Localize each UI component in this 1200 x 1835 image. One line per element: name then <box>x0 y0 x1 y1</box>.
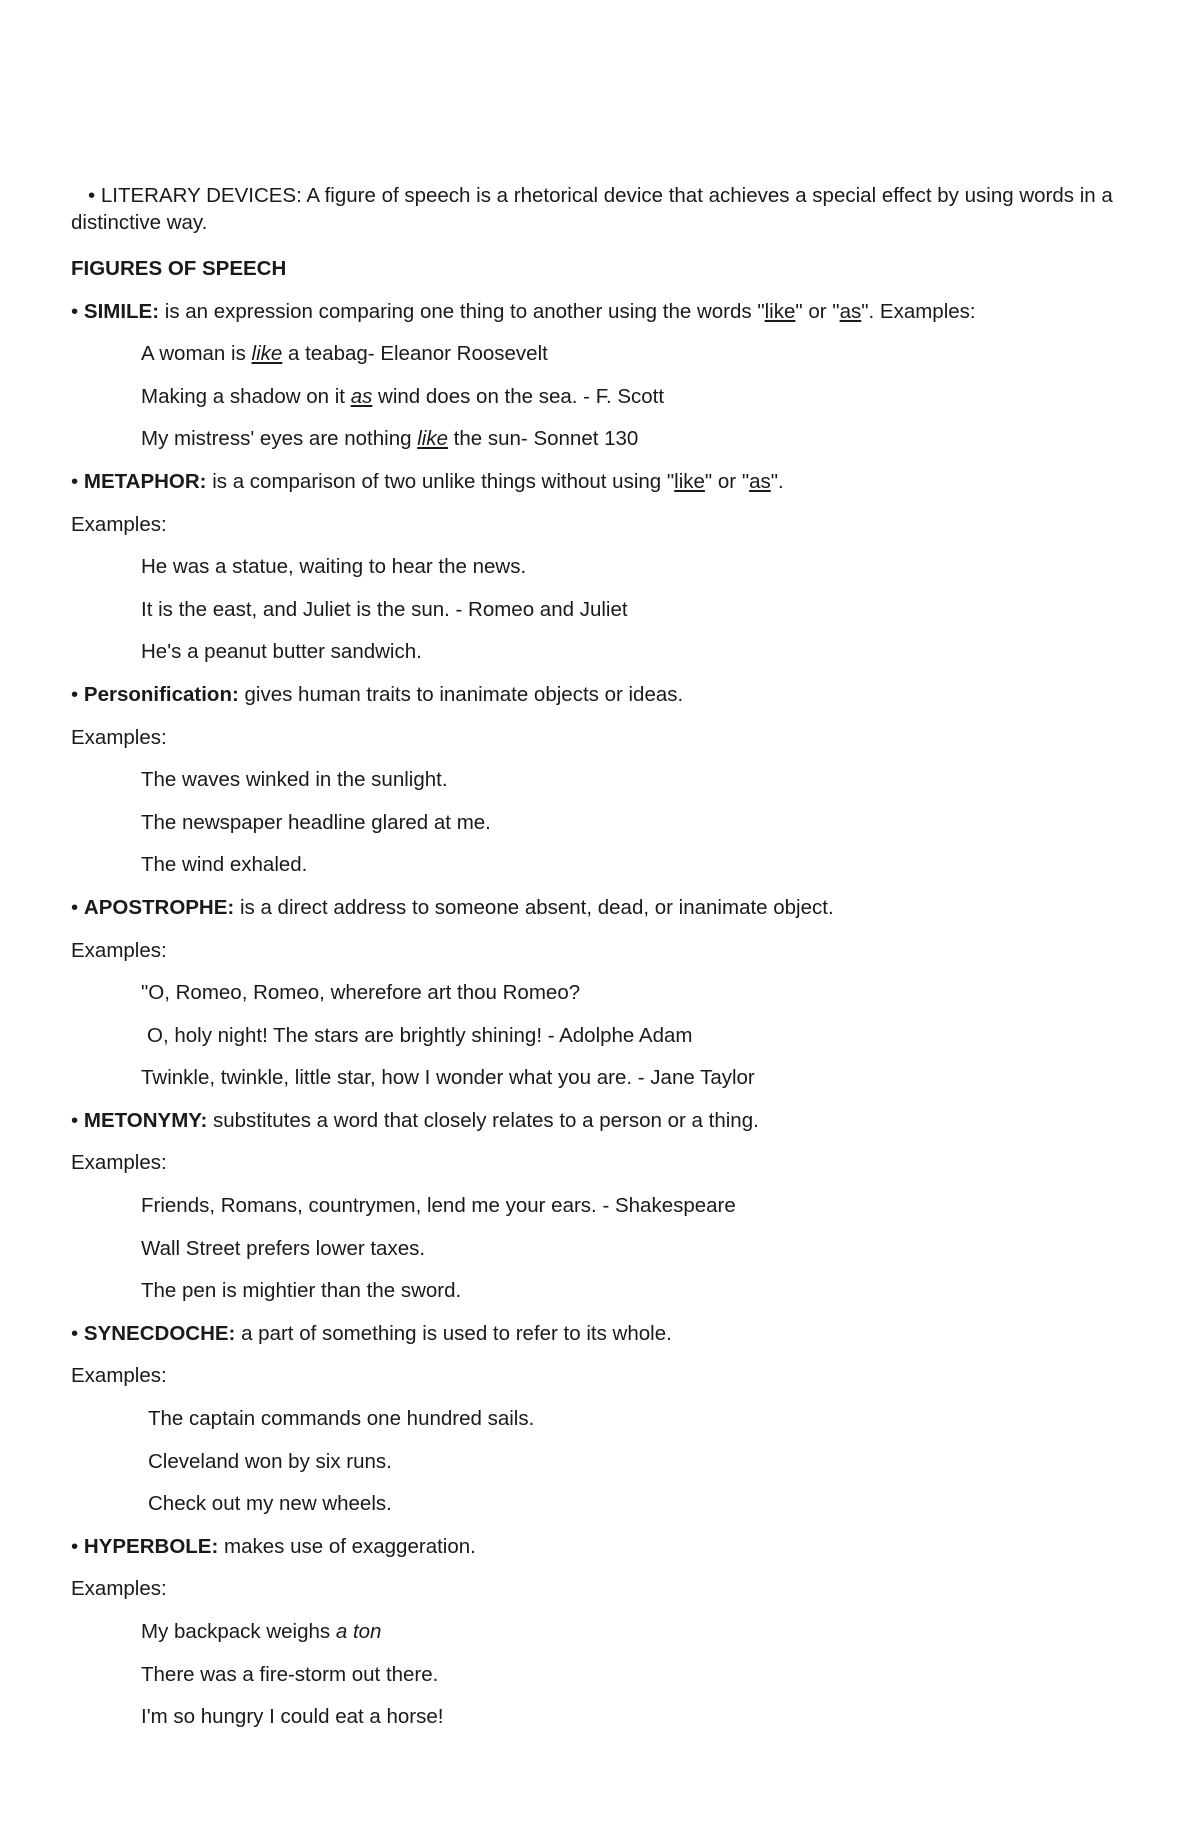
example-line: The pen is mightier than the sword. <box>141 1279 462 1303</box>
bullet: • <box>88 184 96 207</box>
example-line: There was a fire-storm out there. <box>141 1662 439 1686</box>
example-line: I'm so hungry I could eat a horse! <box>141 1705 444 1729</box>
personification-definition <box>71 674 1131 717</box>
keyword-like: like <box>674 469 705 493</box>
definition-text: gives human traits to inanimate objects or ideas. <box>238 682 684 706</box>
example-line: Cleveland won by six runs. <box>148 1449 392 1473</box>
section-heading: FIGURES OF SPEECH <box>71 257 287 280</box>
example-line: The waves winked in the sunlight. <box>141 768 448 792</box>
example-line <box>71 418 1131 461</box>
bullet: • <box>71 299 79 323</box>
definition-text: a part of something is used to refer to its whole. <box>235 1321 672 1345</box>
keyword-like: like <box>251 342 283 366</box>
example-line: Check out my new wheels. <box>148 1492 392 1516</box>
intro-text: LITERARY DEVICES: A figure of speech is a rhetorical device that achieves a special effect by using words in a distinctive way. <box>71 184 1113 234</box>
example-text: My mistress' eyes are nothing <box>141 427 418 451</box>
metonymy-definition <box>71 1100 1131 1143</box>
term-personification: Personification: <box>83 682 239 706</box>
bullet: • <box>71 895 79 919</box>
definition-text: is a direct address to someone absent, dead, or inanimate object. <box>234 895 834 919</box>
term-hyperbole: HYPERBOLE: <box>83 1534 219 1558</box>
bullet: • <box>71 1534 79 1558</box>
term-simile: SIMILE: <box>83 299 160 323</box>
example-line: The newspaper headline glared at me. <box>141 810 491 834</box>
examples-label: Examples: <box>71 1577 167 1601</box>
keyword-like: like <box>764 299 796 323</box>
example-line: Wall Street prefers lower taxes. <box>141 1236 426 1260</box>
definition-text: ". <box>770 469 784 493</box>
example-text: the sun- Sonnet 130 <box>447 427 639 451</box>
examples-label: Examples: <box>71 1364 167 1388</box>
keyword-as: as <box>749 469 771 493</box>
definition-text: is an expression comparing one thing to another using the words " <box>159 299 765 323</box>
example-text: Making a shadow on it <box>141 384 351 408</box>
example-line <box>71 376 1131 419</box>
emphasis-text: a ton <box>335 1620 382 1643</box>
example-line: Twinkle, twinkle, little star, how I wonder what you are. - Jane Taylor <box>141 1066 755 1090</box>
definition-text: " or " <box>704 469 750 493</box>
synecdoche-definition <box>71 1313 1131 1356</box>
bullet: • <box>71 1108 79 1132</box>
example-line: The captain commands one hundred sails. <box>148 1407 535 1431</box>
examples-label: Examples: <box>71 1151 167 1175</box>
definition-text: ". Examples: <box>861 299 976 323</box>
term-apostrophe: APOSTROPHE: <box>83 895 235 919</box>
example-line: The wind exhaled. <box>141 853 308 877</box>
bullet: • <box>71 682 79 706</box>
example-line: "O, Romeo, Romeo, wherefore art thou Romeo? <box>141 981 581 1005</box>
apostrophe-definition <box>71 887 1131 930</box>
example-text: wind does on the sea. - F. Scott <box>372 384 665 408</box>
document-page <box>71 182 1131 1739</box>
definition-text: makes use of exaggeration. <box>218 1534 476 1558</box>
examples-label: Examples: <box>71 512 167 536</box>
example-text: a teabag- Eleanor Roosevelt <box>282 342 548 366</box>
example-text: My backpack weighs <box>141 1620 336 1643</box>
term-metaphor: METAPHOR: <box>83 469 207 493</box>
term-synecdoche: SYNECDOCHE: <box>83 1321 236 1345</box>
simile-definition <box>71 291 1131 334</box>
examples-label: Examples: <box>71 938 167 962</box>
definition-text: substitutes a word that closely relates to a person or a thing. <box>207 1108 759 1132</box>
example-line: He was a statue, waiting to hear the news. <box>141 555 527 579</box>
keyword-like: like <box>417 427 448 451</box>
example-line: O, holy night! The stars are brightly shining! - Adolphe Adam <box>147 1023 693 1047</box>
example-line: He's a peanut butter sandwich. <box>141 640 422 664</box>
example-line: Friends, Romans, countrymen, lend me your ears. - Shakespeare <box>141 1194 736 1218</box>
definition-text: " or " <box>795 299 840 323</box>
definition-text: is a comparison of two unlike things without using " <box>206 469 675 493</box>
example-text: A woman is <box>141 342 252 366</box>
hyperbole-definition <box>71 1526 1131 1569</box>
keyword-as: as <box>350 384 373 408</box>
examples-label: Examples: <box>71 725 167 749</box>
example-line <box>71 333 1131 376</box>
keyword-as: as <box>839 299 862 323</box>
term-metonymy: METONYMY: <box>83 1108 208 1132</box>
metaphor-definition <box>71 461 1131 504</box>
bullet: • <box>71 1321 79 1345</box>
example-line: It is the east, and Juliet is the sun. - Romeo and Juliet <box>141 597 628 621</box>
intro-paragraph <box>71 182 1131 236</box>
bullet: • <box>71 469 79 493</box>
example-line <box>71 1611 1131 1654</box>
